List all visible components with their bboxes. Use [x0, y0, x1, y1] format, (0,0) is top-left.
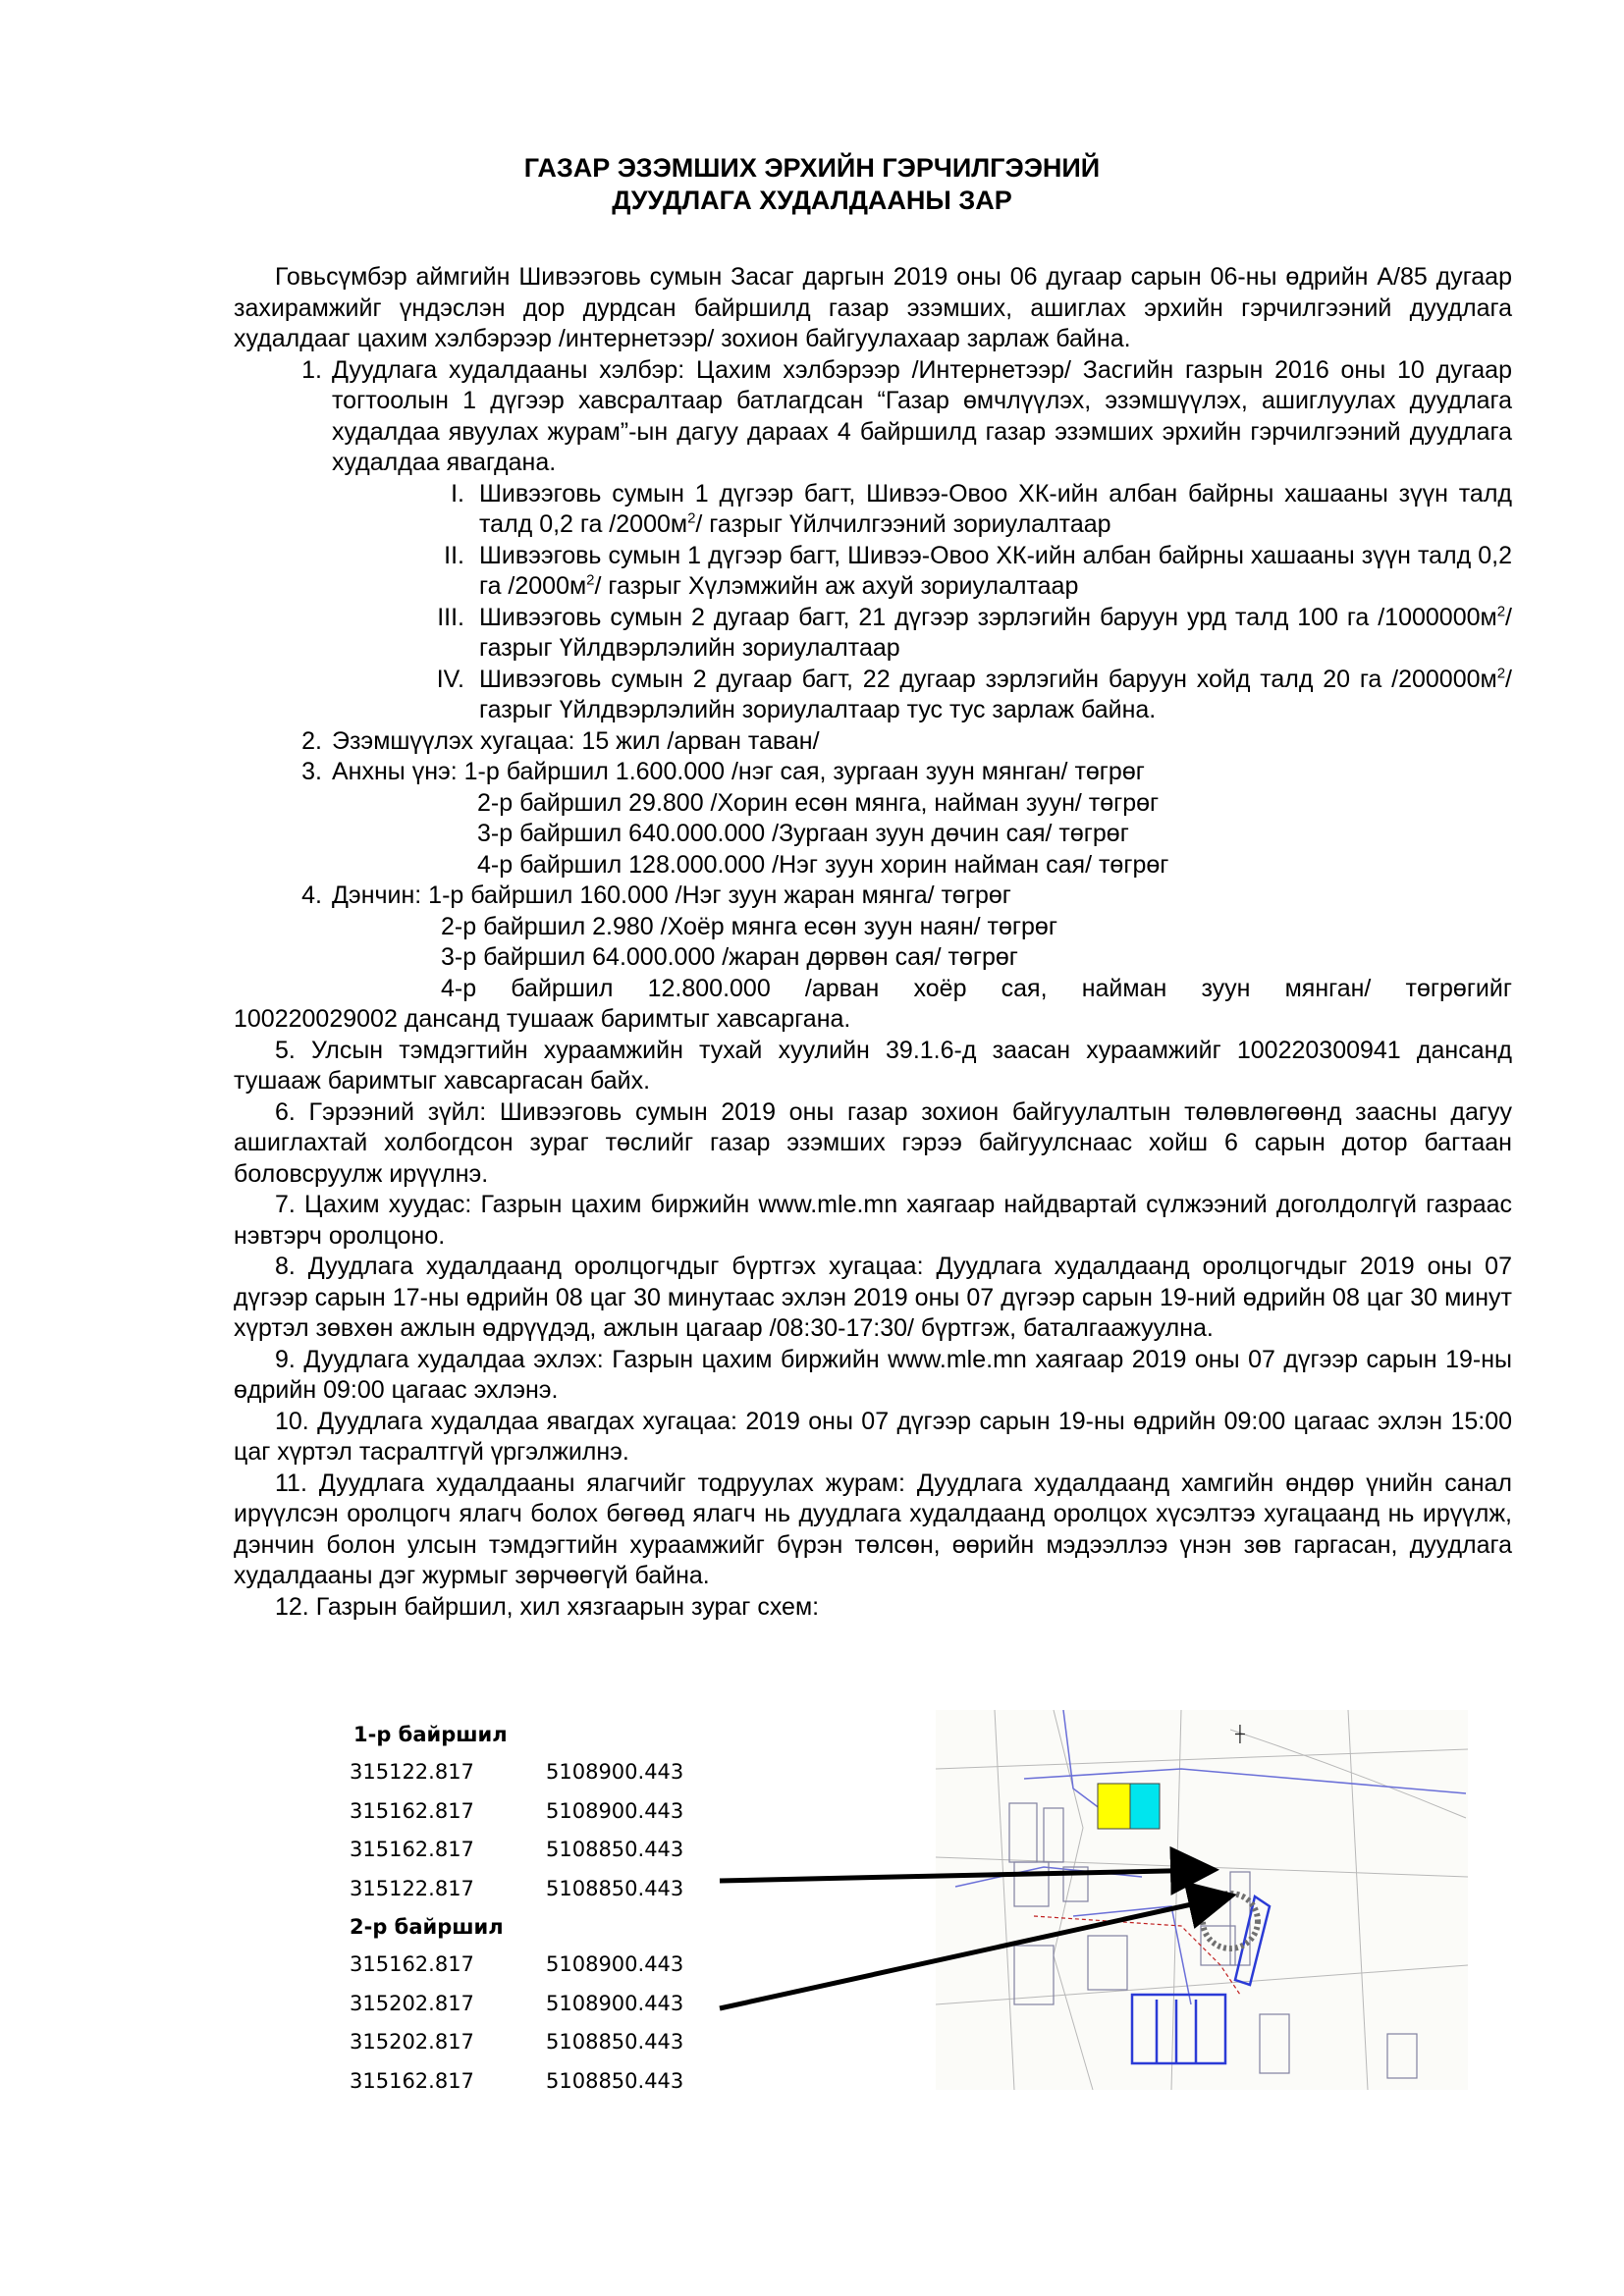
- coordinate-x: 315162.817: [350, 2068, 474, 2093]
- paragraph-8: 8. Дуудлага худалдаанд оролцогчдыг бүртгэх хугацаа: Дуудлага худалдаанд оролцогчдыг 2019 оны 07 дүгээр сарын 17-ны өдрийн 08 цаг 30 минутаас эхлэн 2019 оны 07 дүгээр сарын 19-ний өдрийн 08 цаг 30 минут хүртэл зөвхөн ажлын өдрүүдэд, ажлын цагаар /08:30-17:30/ бүртгэж, баталгаажуулна.: [234, 1253, 1512, 1342]
- location-text-end: / газрыг Үйлдвэрлэлийн зориулалтаар тус тус зарлаж байна.: [479, 665, 1512, 723]
- coordinate-row: [350, 2023, 762, 2062]
- location-number: I.: [451, 479, 464, 507]
- location-text: Шивээговь сумын 1 дүгээр багт, Шивээ-Овоо ХК-ийн албан байрны хашааны зүүн талд талд 0,2 га /2000м: [479, 479, 1512, 538]
- location-text: Шивээговь сумын 2 дугаар багт, 22 дугаар зэрлэгийн баруун хойд талд 20 га /200000м: [479, 665, 1497, 693]
- north-marker-icon: ┼: [1235, 1725, 1245, 1743]
- paragraph-10: 10. Дуудлага худалдаа явагдах хугацаа: 2019 оны 07 дүгээр сарын 19-ны өдрийн 09:00 цагаас эхлэн 15:00 цаг хүртэл тасралтгүй үргэлжилнэ.: [234, 1407, 1512, 1466]
- coordinate-x: 315122.817: [350, 1876, 474, 1900]
- starting-price-line: 2-р байршил 29.800 /Хорин есөн мянга, найман зуун/ төгрөг: [477, 788, 1160, 817]
- item-3-number: 3.: [301, 758, 322, 785]
- coordinate-row: [350, 1870, 762, 1909]
- item-2-number: 2.: [301, 726, 322, 755]
- location-item-4: [234, 665, 1512, 726]
- location-text-end: / газрыг Хүлэмжийн аж ахуй зориулалтаар: [594, 572, 1079, 600]
- deposit-line: Дэнчин: 1-р байршил 160.000 /Нэг зуун жаран мянга/ төгрөг: [332, 881, 1011, 909]
- coordinate-y: 5108900.443: [546, 1760, 684, 1784]
- item-2-text: Эзэмшүүлэх хугацаа: 15 жил /арван таван/: [332, 726, 820, 755]
- coordinate-row: [350, 1792, 762, 1832]
- coordinate-x: 315162.817: [350, 1838, 474, 1861]
- coordinate-x: 315162.817: [350, 1798, 474, 1823]
- announcement-body: [234, 262, 1512, 1623]
- paragraph-9: 9. Дуудлага худалдаа эхлэх: Газрын цахим биржийн www.mle.mn хаягаар 2019 оны 07 дүгээр сарын 19-ны өдрийн 09:00 цагаас эхлэнэ.: [234, 1345, 1512, 1404]
- map-background: [936, 1710, 1468, 2090]
- title-line-1: ГАЗАР ЭЗЭМШИХ ЭРХИЙН ГЭРЧИЛГЭЭНИЙ: [523, 153, 1101, 183]
- coordinate-y: 5108850.443: [546, 2030, 684, 2054]
- starting-price-line: 3-р байршил 640.000.000 /Зургаан зуун дөчин сая/ төгрөг: [477, 820, 1129, 847]
- paragraph-12: 12. Газрын байршил, хил хязгаарын зураг схем:: [275, 1592, 820, 1621]
- starting-price-line: Анхны үнэ: 1-р байршил 1.600.000 /нэг сая, зургаан зуун мянган/ төгрөг: [332, 758, 1145, 785]
- location-number: IV.: [436, 665, 464, 693]
- item-4: [234, 881, 1512, 1004]
- location-2-heading: 2-р байршил: [350, 1915, 504, 1939]
- coordinate-row: [350, 1831, 762, 1870]
- location-text: Шивээговь сумын 2 дугаар багт, 21 дүгээр зэрлэгийн баруун урд талд 100 га /1000000м: [479, 603, 1497, 631]
- location-2-plot: [1130, 1784, 1160, 1829]
- coordinate-y: 5108900.443: [546, 1798, 684, 1823]
- coordinate-x: 315122.817: [350, 1760, 474, 1784]
- coordinate-row: [350, 1985, 762, 2024]
- superscript: 2: [1496, 603, 1506, 620]
- location-1-plot: [1098, 1784, 1130, 1829]
- location-item-2: [234, 541, 1512, 603]
- paragraph-5: 5. Улсын тэмдэгтийн хураамжийн тухай хуулийн 39.1.6-д заасан хураамжийг 100220300941 дансанд тушааж баримтыг хавсаргасан байх.: [234, 1036, 1512, 1095]
- superscript: 2: [1496, 665, 1506, 682]
- item-1-number: 1.: [301, 355, 322, 384]
- item-1: [234, 355, 1512, 479]
- site-map-image: [936, 1710, 1468, 2090]
- location-item-3: [234, 603, 1512, 665]
- coordinate-y: 5108850.443: [546, 1876, 684, 1900]
- location-number: III.: [437, 603, 464, 631]
- coordinate-row: [350, 1753, 762, 1792]
- coordinate-x: 315162.817: [350, 1952, 474, 1976]
- coordinate-y: 5108850.443: [546, 1838, 684, 1861]
- location-text-end: / газрыг Үйлдвэрлэлийн зориулалтаар: [479, 603, 1512, 662]
- deposit-account-line: 100220029002 дансанд тушааж баримтыг хавсаргана.: [234, 1005, 851, 1033]
- location-text-end: / газрыг Үйлчилгээний зориулалтаар: [695, 510, 1111, 538]
- coordinate-row: [350, 2062, 762, 2102]
- superscript: 2: [687, 509, 696, 527]
- item-2: [234, 726, 1512, 758]
- paragraph-6: 6. Гэрээний зүйл: Шивээговь сумын 2019 оны газар зохион байгуулалтын төлөвлөгөөнд заасны дагуу ашиглахтай холбогдсон зураг төслийг газар эзэмших гэрээ байгуулснаас хойш 6 сарын дотор багтаан боловсруулж ирүүлнэ.: [234, 1097, 1512, 1188]
- coordinate-y: 5108850.443: [546, 2068, 684, 2093]
- location-number: II.: [444, 541, 464, 569]
- location-item-1: [234, 479, 1512, 541]
- coordinate-x: 315202.817: [350, 2030, 474, 2054]
- intro-paragraph: Говьсүмбэр аймгийн Шивээговь сумын Засаг даргын 2019 оны 06 дугаар сарын 06-ны өдрийн А/85 дугаар захирамжийг үндэслэн дор дурдсан байршилд газар эзэмших, ашиглах эрхийн гэрчилгээний дуудлага худалдааг цахим хэлбэрээр /интернетээр/ зохион байгуулахаар зарлаж байна.: [234, 263, 1512, 352]
- title-line-2: ДУУДЛАГА ХУДАЛДААНЫ ЗАР: [612, 186, 1012, 215]
- location-text: Шивээговь сумын 1 дүгээр багт, Шивээ-Овоо ХК-ийн албан байрны хашааны зүүн талд 0,2 га /2000м: [479, 541, 1512, 600]
- coordinate-x: 315202.817: [350, 1991, 474, 2015]
- location-1-heading: 1-р байршил: [353, 1723, 508, 1746]
- deposit-line: 3-р байршил 64.000.000 /жаран дөрвөн сая/ төгрөг: [441, 943, 1018, 971]
- coordinate-y: 5108900.443: [546, 1952, 684, 1976]
- item-4-number: 4.: [301, 881, 322, 909]
- paragraph-11: 11. Дуудлага худалдааны ялагчийг тодруулах журам: Дуудлага худалдаанд хамгийн өндөр үнийн санал ирүүлсэн оролцогч ялагч болох бөгөөд ялагч нь дуудлага худалдаанд оролцох хүсэлтээ хугацаанд нь ирүүлж, дэнчин болон улсын тэмдэгтийн хураамжийг бүрэн төлсөн, өөрийн мэдээллээ үнэн зөв гаргасан, дуудлага худалдааны дэг журмыг зөрчөөгүй байна.: [234, 1468, 1512, 1589]
- item-3: [234, 757, 1512, 881]
- coordinate-row: [350, 1946, 762, 1985]
- coordinates-table: [350, 1716, 762, 2101]
- deposit-line: 4-р байршил 12.800.000 /арван хоёр сая, найман зуун мянган/ төгрөгийг: [441, 974, 1512, 1002]
- superscript: 2: [586, 571, 595, 589]
- paragraph-7: 7. Цахим хуудас: Газрын цахим биржийн www.mle.mn хаягаар найдвартай сүлжээний доголдолгүй газраас нэвтэрч оролцоно.: [234, 1191, 1512, 1250]
- deposit-line: 2-р байршил 2.980 /Хоёр мянга есөн зуун наян/ төгрөг: [441, 912, 1057, 940]
- item-1-text: Дуудлага худалдааны хэлбэр: Цахим хэлбэрээр /Интернетээр/ Засгийн газрын 2016 оны 10 дугаар тогтоолын 1 дүгээр хавсралтаар батлагдсан “Газар өмчлүүлэх, эзэмшүүлэх, ашиглуулах дуудлага худалдаа явуулах журам”-ын дагуу дараах 4 байршилд газар эзэмших эрхийн гэрчилгээний дуудлага худалдаа явагдана.: [332, 355, 1512, 476]
- coordinate-y: 5108900.443: [546, 1991, 684, 2015]
- starting-price-line: 4-р байршил 128.000.000 /Нэг зуун хорин найман сая/ төгрөг: [477, 850, 1169, 879]
